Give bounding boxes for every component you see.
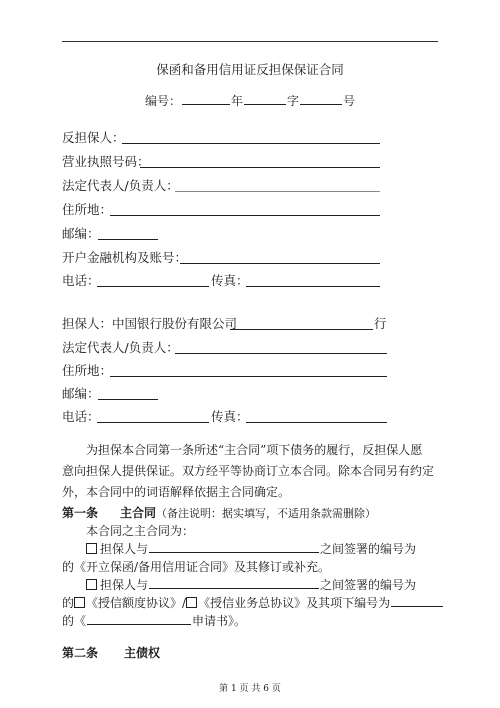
bank-account-field[interactable] [180, 263, 380, 264]
g-fax-label: 传真： [211, 409, 249, 424]
option-2-text-a: 担保人与 [100, 578, 149, 592]
intro-line-3: 外，本合同中的词语解释依据主合同确定。 [62, 485, 291, 499]
counter-guarantor-label: 反担保人： [62, 130, 125, 145]
option-2-text-d: 《授信额度协议》/ [86, 596, 187, 610]
option-1-party-blank[interactable] [149, 540, 319, 553]
cg-phone-field[interactable] [97, 286, 209, 287]
general-credit-agreement-checkbox[interactable] [186, 597, 197, 608]
option-2-party-blank[interactable] [149, 576, 319, 589]
page-footer: 第 1 页 共 6 页 [219, 684, 281, 694]
g-phone-label: 电话： [62, 409, 100, 424]
g-postcode-field[interactable] [98, 399, 158, 400]
cg-legal-rep-field[interactable] [175, 191, 380, 192]
article-2-heading-row [62, 643, 160, 664]
year-label: 年 [230, 94, 243, 108]
cg-address-label: 住所地： [62, 202, 113, 217]
document-number [0, 92, 500, 109]
option-2-number-blank[interactable] [391, 594, 443, 607]
bank-account-label: 开户金融机构及账号： [62, 250, 188, 265]
option-2-text-e: 《授信业务总协议》及其项下编号为 [198, 596, 391, 610]
option-2-text-f: 的《 [62, 614, 87, 628]
cg-fax-label: 传真： [211, 273, 249, 288]
intro-line-1: 为担保本合同第一条所述“主合同”项下债务的履行，反担保人愿 [86, 443, 423, 457]
cg-postcode-label: 邮编： [62, 226, 100, 241]
g-phone-field[interactable] [97, 422, 209, 423]
document-title: 保函和备用信用证反担保保证合同 [156, 62, 344, 77]
option-2-text-g: 申请书》。 [192, 614, 247, 628]
option-1-text-c: 的《开立保函/备用信用证合同》及其修订或补充。 [62, 560, 331, 574]
cg-fax-field[interactable] [246, 286, 380, 287]
article-2-title: 主债权 [124, 646, 161, 660]
g-legal-rep-field[interactable] [175, 353, 387, 354]
option-2-checkbox[interactable] [86, 579, 97, 590]
g-postcode-label: 邮编： [62, 386, 100, 401]
g-address-label: 住所地： [62, 363, 113, 378]
counter-guarantor-field[interactable] [122, 143, 380, 144]
guarantor-label: 担保人：中国银行股份有限公司 [62, 316, 238, 331]
article-2-heading: 第二条 [62, 646, 99, 660]
article-1-note: （备注说明：据实填写，不适用条款需删除） [156, 507, 377, 520]
no-blank[interactable] [300, 92, 342, 105]
option-2-text-c: 的 [62, 596, 75, 610]
option-2-text-b: 之间签署的编号为 [320, 578, 417, 592]
article-1-heading: 第一条 [62, 506, 99, 520]
cg-legal-rep-label: 法定代表人/负责人： [62, 178, 179, 193]
article-1-title: 主合同 [120, 506, 157, 520]
cg-postcode-field[interactable] [98, 239, 158, 240]
year-blank[interactable] [182, 92, 230, 105]
application-name-blank[interactable] [87, 612, 191, 625]
char-label: 字 [287, 94, 300, 108]
g-address-field[interactable] [110, 376, 387, 377]
option-1-checkbox[interactable] [86, 543, 97, 554]
option-1-text-b: 之间签署的编号为 [320, 542, 417, 556]
cg-phone-label: 电话： [62, 273, 100, 288]
cg-address-field[interactable] [110, 215, 380, 216]
top-rule [62, 41, 438, 42]
credit-line-agreement-checkbox[interactable] [74, 597, 85, 608]
guarantor-branch-suffix: 行 [374, 316, 387, 331]
license-label: 营业执照号码： [62, 154, 150, 169]
g-fax-field[interactable] [246, 422, 387, 423]
char-blank[interactable] [244, 92, 286, 105]
option-2-row-3 [62, 611, 246, 632]
intro-line-2: 意向担保人提供保证。双方经平等协商订立本合同。除本合同另有约定 [62, 464, 435, 478]
article-1-line-1: 本合同之主合同为： [86, 524, 195, 538]
option-1-text-a: 担保人与 [100, 542, 149, 556]
no-label: 号 [343, 94, 356, 108]
number-prefix: 编号： [144, 94, 181, 108]
license-field[interactable] [140, 167, 380, 168]
guarantor-branch-field[interactable] [230, 329, 373, 330]
g-legal-rep-label: 法定代表人/负责人： [62, 340, 179, 355]
